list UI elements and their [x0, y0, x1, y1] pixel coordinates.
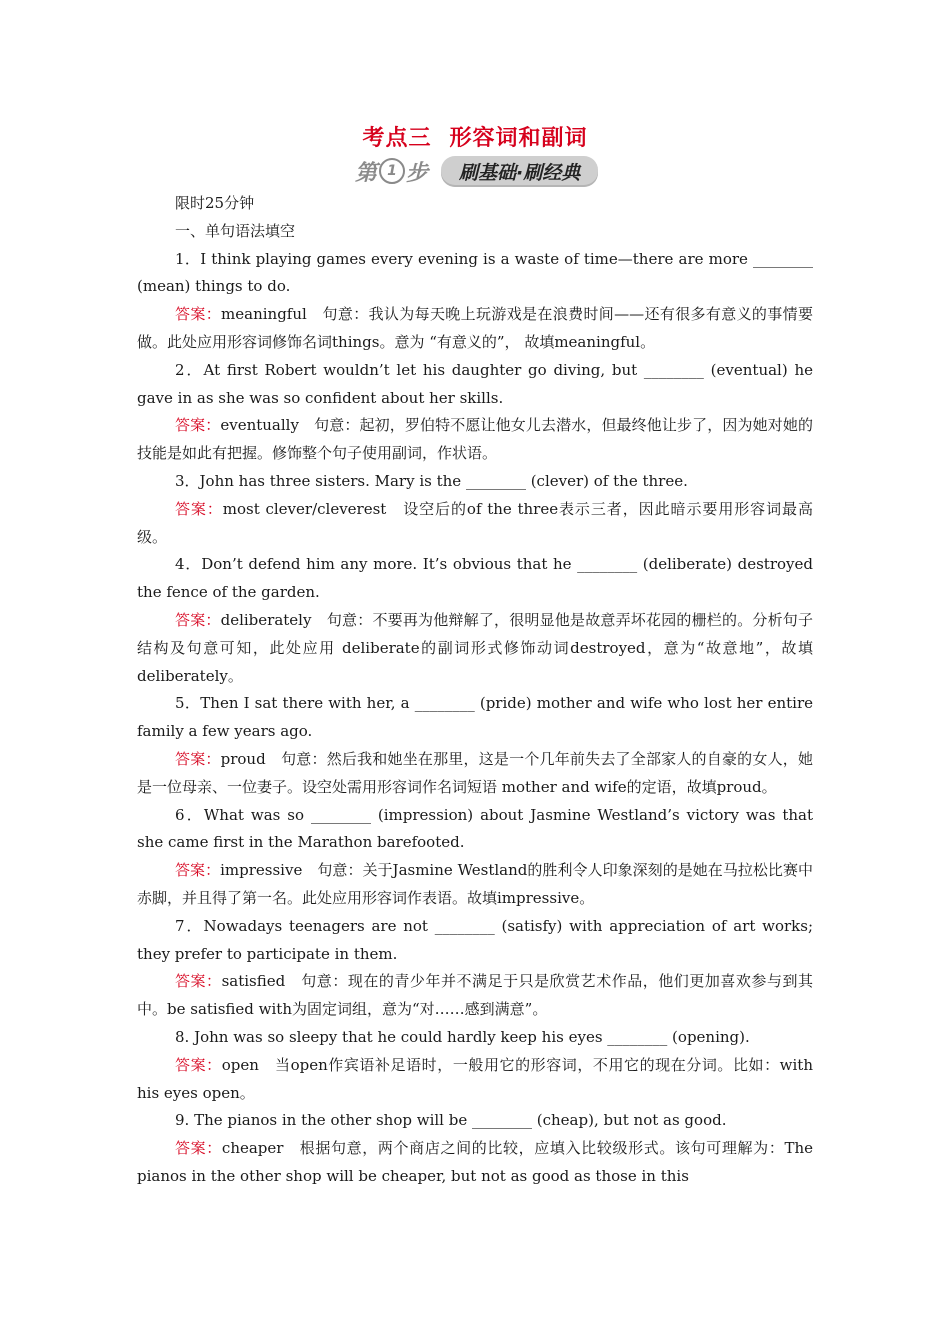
answer-text: proud 句意：然后我和她坐在那里，这是一个几年前失去了全部家人的自豪的女人，她是一位母亲、一位妻子。设空处需用形容词作名词短语 mother and wife的定语，故填proud。 [137, 749, 813, 796]
exercise-content [137, 190, 813, 1191]
question-7: 7．Nowadays teenagers are not ________ (satisfy) with appreciation of art works; they prefer to participate in them. [137, 916, 813, 963]
question-8: 8. John was so sleepy that he could hardly keep his eyes ________ (opening). [175, 1027, 750, 1046]
answer-5 [137, 746, 813, 802]
answer-label: 答案： [175, 972, 222, 991]
answer-1 [137, 301, 813, 357]
answer-label: 答案： [175, 499, 223, 518]
answer-label: 答案： [175, 861, 221, 880]
question-3: 3．John has three sisters. Mary is the ________ (clever) of the three. [175, 471, 688, 490]
answer-8 [137, 1052, 813, 1108]
answer-9 [137, 1135, 813, 1191]
question-9: 9. The pianos in the other shop will be ________ (cheap), but not as good. [175, 1111, 727, 1130]
page-title [0, 121, 950, 152]
question-6: 6．What was so ________ (impression) about Jasmine Westland’s victory was that she came first in the Marathon barefooted. [137, 805, 813, 852]
step-suffix: 步 [406, 160, 430, 186]
answer-label: 答案： [175, 1139, 222, 1158]
question-5: 5．Then I sat there with her, a ________ (pride) mother and wife who lost her entire family a few years ago. [137, 694, 813, 741]
step-pill-label: 刷基础·刷经典 [441, 156, 598, 187]
title-part2: 形容词和副词 [449, 126, 588, 151]
question-1: 1．I think playing games every evening is a waste of time—there are more ________ (mean) things to do. [137, 249, 813, 296]
answer-text: most clever/cleverest 设空后的of the three表示三者，因此暗示要用形容词最高级。 [137, 499, 813, 546]
time-limit: 限时25分钟 [175, 194, 255, 212]
answer-label: 答案： [175, 610, 221, 629]
answer-3 [137, 496, 813, 552]
title-part1: 考点三 [362, 126, 432, 151]
answer-label: 答案： [175, 1055, 222, 1074]
answer-text: satisfied 句意：现在的青少年并不满足于只是欣赏艺术作品，他们更加喜欢参与到其中。be satisfied with为固定词组，意为“对……感到满意”。 [137, 972, 813, 1019]
answer-text: impressive 句意：关于Jasmine Westland的胜利令人印象深刻的是她在马拉松比赛中赤脚，并且得了第一名。此处应用形容词作表语。故填impressive。 [137, 861, 813, 907]
section-title: 一、单句语法填空 [175, 221, 296, 240]
answer-text: eventually 句意：起初，罗伯特不愿让他女儿去潜水，但最终他让步了，因为她对她的技能是如此有把握。修饰整个句子使用副词，作状语。 [137, 416, 813, 463]
answer-label: 答案： [175, 749, 221, 768]
answer-4 [137, 607, 813, 690]
answer-6 [137, 857, 813, 913]
step-banner [355, 157, 598, 185]
answer-text: meaningful 句意：我认为每天晚上玩游戏是在浪费时间——还有很多有意义的事情要做。此处应用形容词修饰名词things。意为 “有意义的”， 故填meaningful。 [137, 305, 813, 351]
question-4: 4．Don’t defend him any more. It’s obvious that he ________ (deliberate) destroyed the fence of the garden. [137, 555, 813, 602]
answer-label: 答案： [175, 416, 221, 435]
answer-label: 答案： [175, 305, 222, 324]
answer-text: deliberately 句意：不要再为他辩解了，很明显他是故意弄坏花园的栅栏的。分析句子结构及句意可知，此处应用 deliberate的副词形式修饰动词destroyed，意为“故意地”，故填deliberately。 [137, 610, 813, 685]
step-number-badge: 1 [379, 158, 405, 184]
question-list [137, 246, 813, 1191]
answer-text: open 当open作宾语补足语时，一般用它的形容词，不用它的现在分词。比如：with his eyes open。 [137, 1055, 813, 1102]
answer-2 [137, 412, 813, 468]
step-prefix: 第 [355, 160, 379, 186]
answer-text: cheaper 根据句意，两个商店之间的比较，应填入比较级形式。该句可理解为：The pianos in the other shop will be cheaper, but not as good as those in this [137, 1139, 813, 1185]
answer-7 [137, 968, 813, 1024]
question-2: 2．At first Robert wouldn’t let his daughter go diving, but ________ (eventual) he gave in as she was so confident about her skills. [137, 360, 813, 407]
